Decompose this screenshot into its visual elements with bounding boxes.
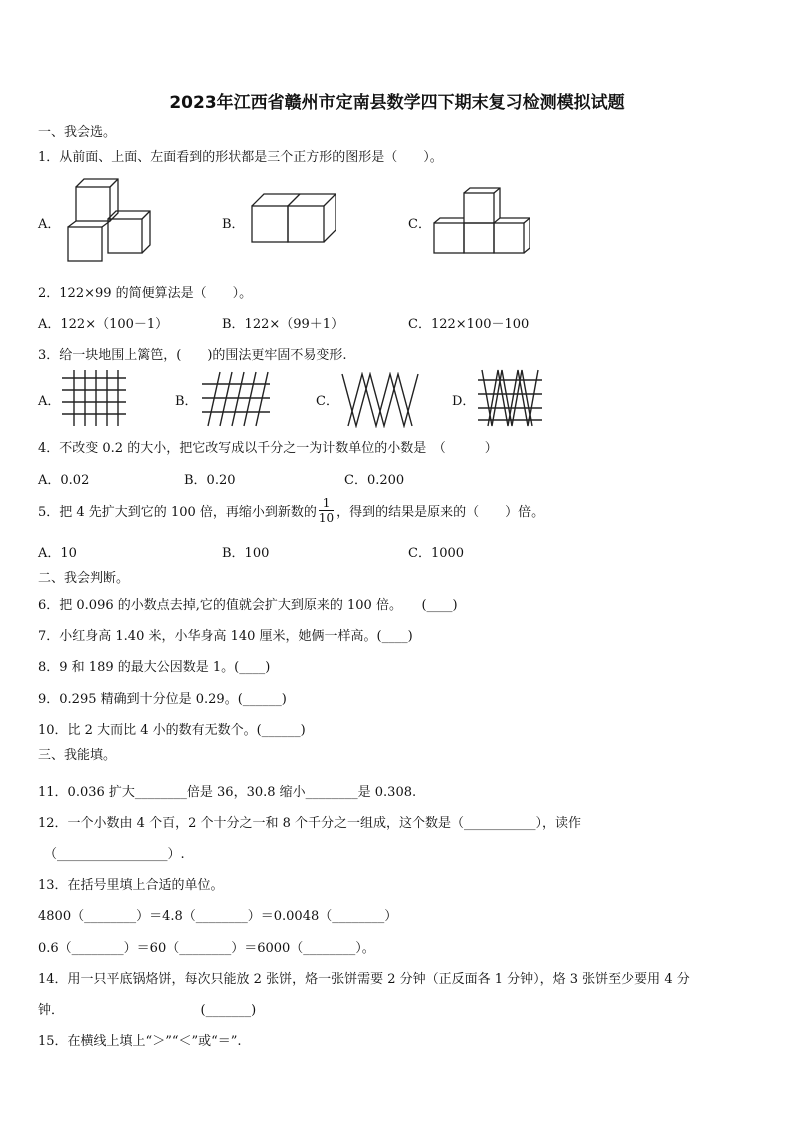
q3-option-d-label: D． [452, 394, 476, 409]
question-5 [38, 496, 544, 525]
question-14-line-2: 钟． (_______) [38, 1003, 257, 1018]
q3-fence-square-grid [60, 368, 128, 428]
question-12-line-2: （_________________）. [44, 847, 185, 862]
q5-fraction-numerator: 1 [319, 496, 334, 511]
q3-fence-slanted-grid [200, 370, 272, 428]
question-14-line-1: 14．用一只平底锅烙饼，每次只能放 2 张饼，烙一张饼需要 2 分钟（正反面各 1 分钟），烙 3 张饼至少要用 4 分 [38, 972, 690, 987]
q5-option-b: B．100 [222, 546, 270, 561]
question-9: 9．0.295 精确到十分位是 0.29。(______) [38, 692, 287, 707]
q2-option-b: B．122×（99＋1） [222, 317, 345, 332]
q3-option-b-label: B． [175, 394, 198, 409]
page-title: 2023年江西省赣州市定南县数学四下期末复习检测模拟试题 [169, 93, 625, 113]
question-7: 7．小红身高 1.40 米，小华身高 140 厘米，她俩一样高。(____) [38, 629, 413, 644]
section-heading-1: 一、我会选。 [38, 125, 117, 140]
question-4: 4．不改变 0.2 的大小，把它改写成以千分之一为计数单位的小数是 （ ） [38, 441, 498, 456]
question-13-line-2: 0.6（________）＝60（________）＝6000（________）。 [38, 941, 375, 956]
question-10: 10．比 2 大而比 4 小的数有无数个。(______) [38, 723, 306, 738]
q2-option-a: A．122×（100－1） [38, 317, 169, 332]
question-1: 1．从前面、上面、左面看到的形状都是三个正方形的图形是（ ）。 [38, 150, 443, 165]
q3-fence-triangle-cross [340, 372, 420, 428]
q4-option-c: C．0.200 [344, 473, 405, 488]
q1-option-c-label: C． [408, 217, 431, 232]
question-3: 3．给一块地围上篱笆，( )的围法更牢固不易变形. [38, 348, 347, 363]
q5-text-post: ，得到的结果是原来的（ ）倍。 [336, 505, 545, 520]
question-6: 6．把 0.096 的小数点去掉,它的值就会扩大到原来的 100 倍。 (____) [38, 598, 458, 613]
q2-option-c: C．122×100－100 [408, 317, 530, 332]
section-heading-3: 三、我能填。 [38, 748, 117, 763]
q5-fraction [319, 496, 334, 525]
q1-figure-c [430, 185, 530, 257]
question-13-line-1: 4800（________）＝4.8（________）＝0.0048（________） [38, 909, 398, 924]
question-2: 2．122×99 的简便算法是（ ）。 [38, 286, 253, 301]
question-11: 11．0.036 扩大________倍是 36，30.8 缩小________是 0.308. [38, 785, 417, 800]
section-heading-2: 二、我会判断。 [38, 571, 130, 586]
q1-option-a-label: A． [38, 217, 61, 232]
q1-figure-b [248, 188, 336, 248]
question-8: 8．9 和 189 的最大公因数是 1。(____) [38, 660, 271, 675]
q5-option-a: A．10 [38, 546, 77, 561]
q3-fence-triangle-grid [476, 368, 544, 428]
q5-fraction-denominator: 10 [318, 511, 335, 525]
question-12-line-1: 12．一个小数由 4 个百，2 个十分之一和 8 个千分之一组成，这个数是（___________），读作 [38, 816, 582, 831]
q3-option-c-label: C． [316, 394, 339, 409]
q5-option-c: C．1000 [408, 546, 465, 561]
question-13: 13．在括号里填上合适的单位。 [38, 878, 224, 893]
q1-figure-a [62, 175, 154, 265]
q4-option-b: B．0.20 [184, 473, 236, 488]
q1-option-b-label: B． [222, 217, 245, 232]
question-15: 15．在横线上填上“＞”“＜”或“＝”. [38, 1034, 242, 1049]
q4-option-a: A．0.02 [38, 473, 90, 488]
q3-option-a-label: A． [38, 394, 61, 409]
q5-text-pre: 5．把 4 先扩大到它的 100 倍，再缩小到新数的 [38, 505, 317, 520]
